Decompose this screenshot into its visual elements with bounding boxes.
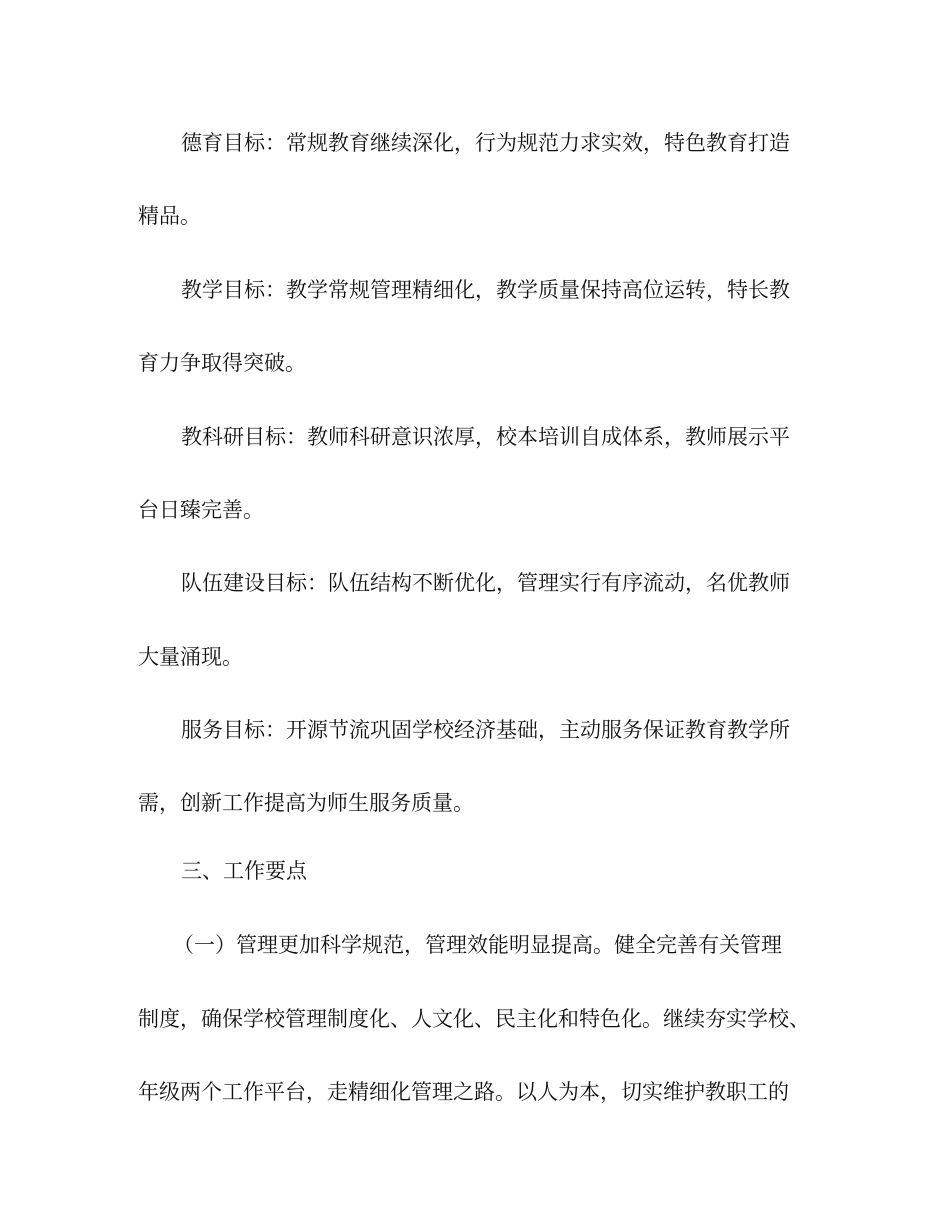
paragraph-line: 台日臻完善。 (138, 498, 264, 522)
paragraph-line: 教学目标：教学常规管理精细化，教学质量保持高位运转，特长教 (181, 278, 790, 302)
paragraph-line: 队伍建设目标：队伍结构不断优化，管理实行有序流动，名优教师 (181, 571, 790, 595)
paragraph-line: （一）管理更加科学规范，管理效能明显提高。健全完善有关管理 (173, 933, 782, 957)
paragraph-line: 精品。 (138, 204, 201, 228)
paragraph-line: 制度，确保学校管理制度化、人文化、民主化和特色化。继续夯实学校、 (138, 1007, 810, 1031)
paragraph-line: 需，创新工作提高为师生服务质量。 (138, 791, 474, 815)
section-heading: 三、工作要点 (181, 859, 307, 883)
paragraph-line: 大量涌现。 (138, 645, 243, 669)
paragraph-line: 服务目标：开源节流巩固学校经济基础，主动服务保证教育教学所 (181, 718, 790, 742)
paragraph-line: 年级两个工作平台，走精细化管理之路。以人为本，切实维护教职工的 (138, 1080, 789, 1104)
paragraph-line: 育力争取得突破。 (138, 351, 306, 375)
paragraph-line: 德育目标：常规教育继续深化，行为规范力求实效，特色教育打造 (181, 131, 790, 155)
paragraph-line: 教科研目标：教师科研意识浓厚，校本培训自成体系，教师展示平 (181, 425, 790, 449)
